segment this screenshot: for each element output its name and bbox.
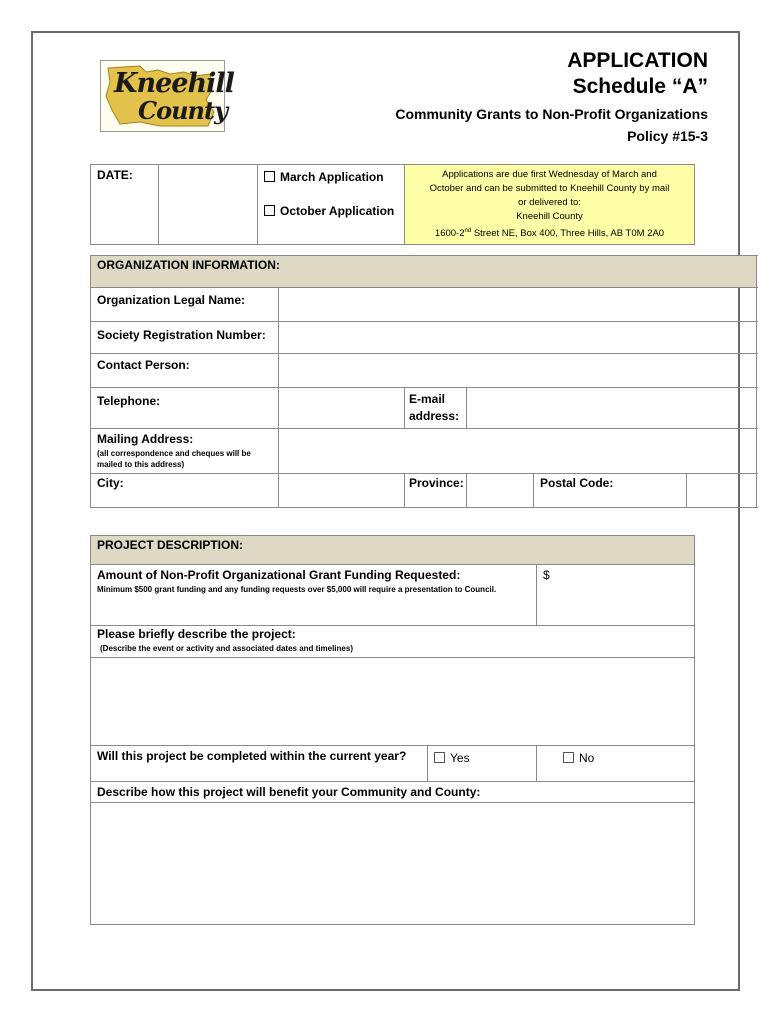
city-label: City:	[91, 474, 279, 508]
email-label	[405, 388, 467, 429]
complete-question: Will this project be completed within the current year?	[91, 746, 428, 782]
title-block	[395, 48, 708, 147]
dollar-sign: $	[543, 568, 550, 582]
address-prefix: 1600-2	[434, 228, 465, 240]
date-field[interactable]	[159, 165, 258, 245]
october-checkbox[interactable]	[264, 205, 275, 216]
schedule-title: Schedule “A”	[572, 75, 708, 98]
march-label: March Application	[280, 170, 384, 184]
project-heading: PROJECT DESCRIPTION:	[91, 536, 695, 565]
logo-text-top: Kneehill	[114, 68, 234, 99]
no-label: No	[579, 751, 595, 765]
address-rest: Street NE, Box 400, Three Hills, AB T0M 2A0	[471, 228, 665, 240]
amount-label: Amount of Non-Profit Organizational Grant Funding Requested:	[97, 568, 461, 582]
yes-option[interactable]	[428, 746, 537, 782]
no-checkbox[interactable]	[563, 752, 574, 763]
describe-note: (Describe the event or activity and associated dates and timelines)	[100, 644, 353, 653]
amount-note: Minimum $500 grant funding and any funding requests over $5,000 will require a presentation to Council.	[97, 585, 497, 594]
describe-label: Please briefly describe the project:	[97, 627, 296, 641]
email-field[interactable]	[467, 388, 757, 429]
policy-number: Policy #15-3	[627, 128, 708, 144]
telephone-label: Telephone:	[91, 388, 279, 429]
legal-name-field[interactable]	[279, 288, 757, 322]
date-table	[90, 164, 695, 245]
describe-field[interactable]	[91, 658, 695, 746]
benefit-label: Describe how this project will benefit your Community and County:	[91, 782, 695, 803]
amount-label-cell	[91, 565, 537, 626]
yes-checkbox[interactable]	[434, 752, 445, 763]
subtitle: Community Grants to Non-Profit Organizations	[395, 106, 708, 122]
mailing-label-cell	[91, 429, 279, 474]
page-title: APPLICATION	[567, 49, 708, 72]
contact-field[interactable]	[279, 354, 757, 388]
postal-field[interactable]	[687, 474, 757, 508]
notice-line-4: Kneehill County	[516, 211, 583, 222]
submission-notice	[405, 165, 695, 245]
amount-field[interactable]	[537, 565, 695, 626]
no-option[interactable]	[537, 746, 695, 782]
notice-address	[409, 224, 690, 241]
mailing-note: (all correspondence and cheques will be mailed to this address)	[97, 449, 251, 469]
notice-line-3: or delivered to:	[518, 197, 581, 208]
legal-name-label: Organization Legal Name:	[91, 288, 279, 322]
mailing-label: Mailing Address:	[97, 432, 194, 446]
october-label: October Application	[280, 204, 395, 218]
address-sup: nd	[464, 228, 472, 234]
city-field[interactable]	[279, 474, 405, 508]
march-checkbox[interactable]	[264, 171, 275, 182]
march-option[interactable]	[264, 170, 398, 184]
date-label: DATE:	[91, 165, 159, 245]
contact-label: Contact Person:	[91, 354, 279, 388]
describe-label-cell	[91, 626, 695, 658]
kneehill-county-logo	[100, 60, 234, 132]
organization-table	[90, 255, 757, 508]
notice-line-2: October and can be submitted to Kneehill County by mail	[429, 183, 670, 194]
october-option[interactable]	[264, 204, 398, 218]
mailing-field[interactable]	[279, 429, 757, 474]
province-field[interactable]	[467, 474, 534, 508]
email-label-line-1: E-mail	[409, 392, 446, 406]
organization-heading: ORGANIZATION INFORMATION:	[91, 256, 757, 288]
province-label: Province:	[405, 474, 467, 508]
postal-label: Postal Code:	[534, 474, 687, 508]
project-table	[90, 535, 695, 925]
telephone-field[interactable]	[279, 388, 405, 429]
logo-text-bottom: County	[138, 96, 228, 125]
email-label-line-2: address:	[409, 409, 460, 423]
notice-line-1: Applications are due first Wednesday of March and	[442, 169, 657, 180]
yes-label: Yes	[450, 751, 470, 765]
society-reg-label: Society Registration Number:	[91, 322, 279, 354]
benefit-field[interactable]	[91, 803, 695, 925]
society-reg-field[interactable]	[279, 322, 757, 354]
